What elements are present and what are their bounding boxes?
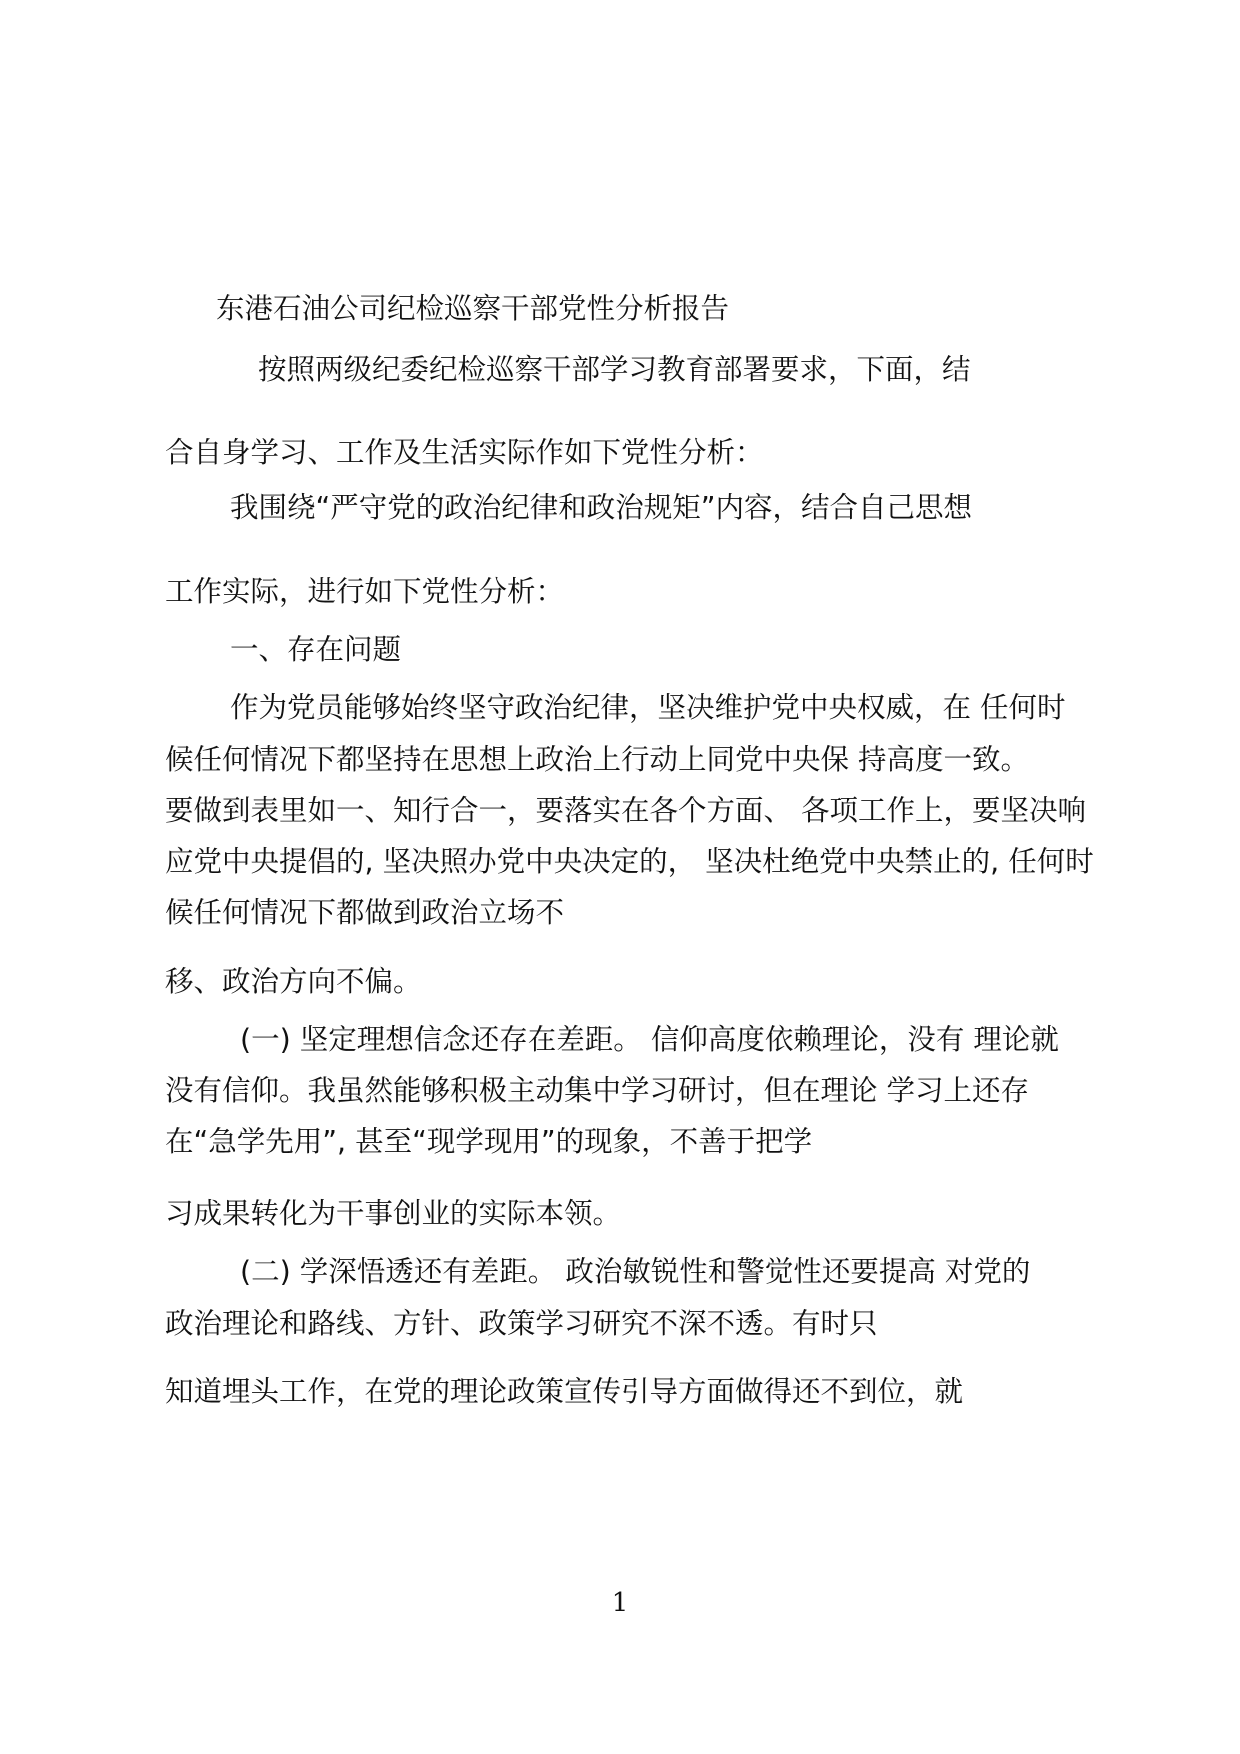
subsection-paragraph-line: (二) 学深悟透还有差距。 政治敏锐性和警觉性还要提高 对党的 <box>240 1255 1031 1288</box>
document-title: 东港石油公司纪检巡察干部党性分析报告 <box>216 292 730 325</box>
section-heading: 一、存在问题 <box>230 633 402 666</box>
subsection-paragraph-line: (一) 坚定理想信念还存在差距。 信仰高度依赖理论，没有 理论就 <box>240 1023 1059 1056</box>
paragraph-line: 工作实际，进行如下党性分析： <box>165 575 565 608</box>
paragraph-line: 作为党员能够始终坚守政治纪律，坚决维护党中央权威，在 任何时 <box>230 691 1066 724</box>
paragraph-line: 按照两级纪委纪检巡察干部学习教育部署要求，下面，结 <box>258 353 971 386</box>
page-number: 1 <box>611 1588 629 1618</box>
paragraph-line: 在“急学先用”, 甚至“现学现用”的现象，不善于把学 <box>165 1125 813 1158</box>
paragraph-line: 没有信仰。我虽然能够积极主动集中学习研讨，但在理论 学习上还存 <box>165 1074 1030 1107</box>
paragraph-line: 候任何情况下都做到政治立场不 <box>165 896 565 929</box>
paragraph-line: 移、政治方向不偏。 <box>165 965 422 998</box>
paragraph-line: 合自身学习、工作及生活实际作如下党性分析： <box>165 436 764 469</box>
paragraph-line: 候任何情况下都坚持在思想上政治上行动上同党中央保 持高度一致。 <box>165 743 1030 776</box>
paragraph-line: 政治理论和路线、方针、政策学习研究不深不透。有时只 <box>165 1307 878 1340</box>
paragraph-line: 要做到表里如一、知行合一，要落实在各个方面、 各项工作上，要坚决响 <box>165 794 1087 827</box>
paragraph-line: 应党中央提倡的, 坚决照办党中央决定的， 坚决杜绝党中央禁止的, 任何时 <box>165 845 1094 878</box>
paragraph-line: 知道埋头工作，在党的理论政策宣传引导方面做得还不到位，就 <box>165 1375 964 1408</box>
paragraph-line: 习成果转化为干事创业的实际本领。 <box>165 1197 622 1230</box>
paragraph-line: 我围绕“严守党的政治纪律和政治规矩”内容，结合自己思想 <box>230 491 973 524</box>
